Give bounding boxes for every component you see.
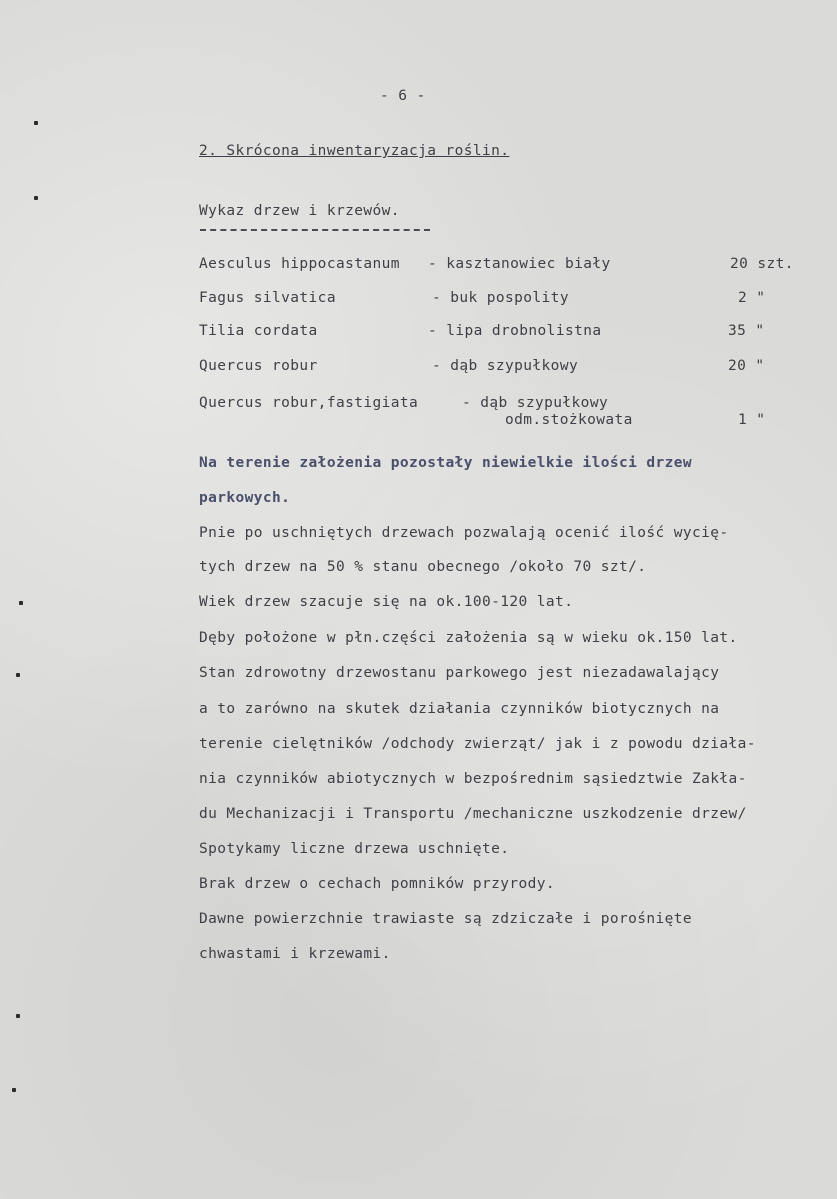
tree-latin-5: Quercus robur,fastigiata [199, 395, 419, 411]
paragraph-line-9: terenie cielętników /odchody zwierząt/ jak i z powodu działa- [199, 736, 756, 752]
paragraph-line-5: Wiek drzew szacuje się na ok.100-120 lat. [199, 594, 574, 610]
section-title: 2. Skrócona inwentaryzacja roślin. [199, 143, 510, 159]
tree-polish-5b: odm.stożkowata [505, 412, 633, 428]
paragraph-line-7: Stan zdrowotny drzewostanu parkowego jest niezadawalający [199, 665, 720, 681]
paragraph-line-10: nia czynników abiotycznych w bezpośrednim sąsiedztwie Zakła- [199, 771, 747, 787]
subsection-underline [200, 229, 430, 231]
margin-mark [16, 673, 20, 677]
margin-mark [34, 196, 38, 200]
paragraph-line-4: tych drzew na 50 % stanu obecnego /około 70 szt/. [199, 559, 647, 575]
tree-latin-4: Quercus robur [199, 358, 318, 374]
paragraph-line-13: Brak drzew o cechach pomników przyrody. [199, 876, 556, 892]
paragraph-line-6: Dęby położone w płn.części założenia są w wieku ok.150 lat. [199, 630, 738, 646]
subsection-title: Wykaz drzew i krzewów. [199, 203, 400, 219]
margin-mark [12, 1088, 16, 1092]
paragraph-line-1: Na terenie założenia pozostały niewielkie ilości drzew [199, 455, 693, 471]
tree-polish-3: - lipa drobnolistna [428, 323, 602, 339]
paragraph-line-8: a to zarówno na skutek działania czynników biotycznych na [199, 701, 720, 717]
tree-latin-1: Aesculus hippocastanum [199, 256, 400, 272]
tree-count-1: 20 szt. [730, 256, 794, 272]
paragraph-line-2: parkowych. [199, 490, 291, 506]
margin-mark [16, 1014, 20, 1018]
tree-polish-4: - dąb szypułkowy [432, 358, 579, 374]
paragraph-line-12: Spotykamy liczne drzewa uschnięte. [199, 841, 510, 857]
tree-latin-3: Tilia cordata [199, 323, 318, 339]
margin-mark [34, 121, 38, 125]
paragraph-line-14: Dawne powierzchnie trawiaste są zdziczałe i porośnięte [199, 911, 693, 927]
tree-polish-2: - buk pospolity [432, 290, 569, 306]
tree-latin-2: Fagus silvatica [199, 290, 336, 306]
margin-mark [19, 601, 23, 605]
tree-polish-5: - dąb szypułkowy [462, 395, 609, 411]
paragraph-line-11: du Mechanizacji i Transportu /mechaniczne uszkodzenie drzew/ [199, 806, 747, 822]
paragraph-line-3: Pnie po uschniętych drzewach pozwalają ocenić ilość wycię- [199, 525, 729, 541]
tree-count-4: 20 " [728, 358, 765, 374]
tree-count-3: 35 " [728, 323, 765, 339]
paragraph-line-15: chwastami i krzewami. [199, 946, 391, 962]
tree-count-5: 1 " [738, 412, 766, 428]
tree-polish-1: - kasztanowiec biały [428, 256, 611, 272]
tree-count-2: 2 " [738, 290, 766, 306]
page-number: - 6 - [380, 88, 426, 104]
